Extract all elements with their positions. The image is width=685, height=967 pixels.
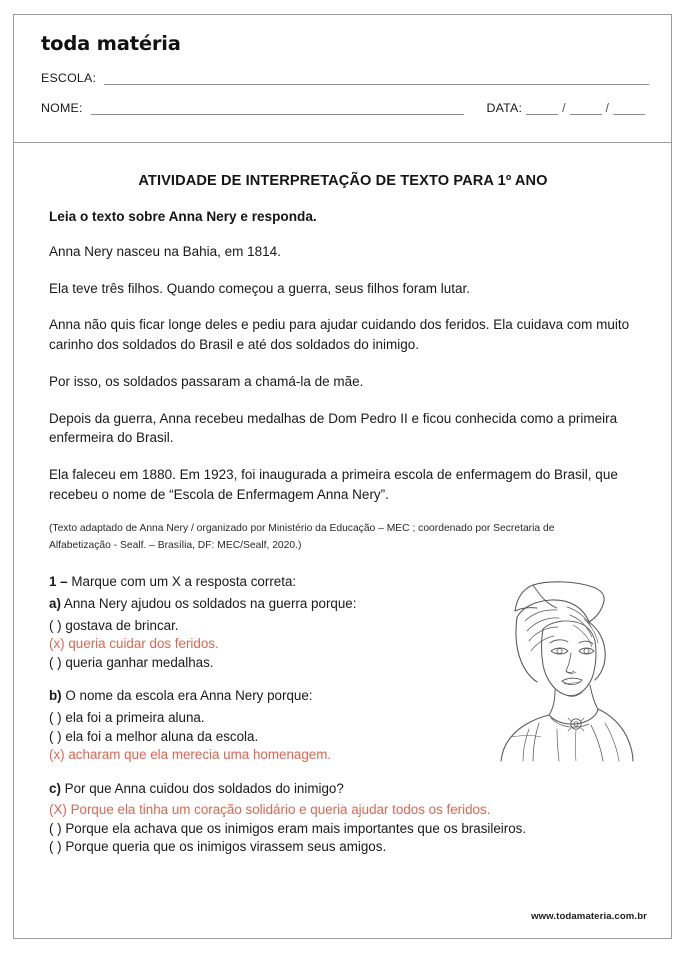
page-title: ATIVIDADE DE INTERPRETAÇÃO DE TEXTO PARA 1º ANO bbox=[138, 173, 548, 189]
option-c-1-text: Porque ela tinha um coração solidário e queria ajudar todos os feridos. bbox=[70, 802, 491, 818]
option-c-1-mark[interactable]: (X) bbox=[49, 802, 67, 818]
brand-logo: toda matéria bbox=[41, 32, 181, 55]
option-a-3[interactable] bbox=[49, 654, 469, 673]
option-a-2[interactable] bbox=[49, 635, 469, 654]
date-field-group bbox=[486, 102, 649, 115]
option-c-2-mark[interactable]: ( ) bbox=[49, 820, 62, 836]
page-frame bbox=[13, 14, 672, 939]
question-c-prompt bbox=[49, 780, 637, 799]
question-b-prompt-text: O nome da escola era Anna Nery porque: bbox=[65, 688, 313, 704]
question-a-prompt-text: Anna Nery ajudou os soldados na guerra porque: bbox=[63, 596, 357, 612]
option-b-1-mark[interactable]: ( ) bbox=[49, 710, 62, 726]
text-paragraph: Anna não quis ficar longe deles e pediu para ajudar cuidando dos feridos. Ela cuidava com muito carinho dos soldados do Brasil e até dos soldados do inimigo. bbox=[49, 317, 630, 353]
option-b-2-mark[interactable]: ( ) bbox=[49, 728, 62, 744]
date-separator-2: / bbox=[605, 100, 609, 115]
question-item-b bbox=[49, 687, 469, 764]
name-label: NOME: bbox=[41, 100, 83, 115]
question-c-letter: c) bbox=[49, 780, 61, 796]
school-input-line[interactable] bbox=[104, 75, 649, 85]
option-b-3-text: acharam que ela merecia uma homenagem. bbox=[68, 747, 332, 763]
school-label: ESCOLA: bbox=[41, 70, 97, 85]
option-b-2[interactable] bbox=[49, 728, 469, 747]
option-b-3-mark[interactable]: (x) bbox=[49, 747, 65, 763]
question-1-instruction bbox=[49, 573, 469, 592]
option-a-3-mark[interactable]: ( ) bbox=[49, 654, 62, 670]
question-item-c bbox=[49, 780, 637, 857]
option-c-3-text: Porque queria que os inimigos virassem seus amigos. bbox=[65, 839, 387, 855]
question-a-letter: a) bbox=[49, 596, 61, 612]
reading-instruction: Leia o texto sobre Anna Nery e responda. bbox=[49, 209, 317, 224]
text-source-citation: (Texto adaptado de Anna Nery / organizado por Ministério da Educação – MEC ; coordenado por Secretaria de Alfabetização - Sealf. – Brasília, DF: MEC/Sealf, 2020.) bbox=[49, 523, 555, 552]
question-a-prompt bbox=[49, 595, 469, 614]
date-separator-1: / bbox=[562, 100, 566, 115]
option-a-3-text: queria ganhar medalhas. bbox=[65, 654, 214, 670]
option-b-1-text: ela foi a primeira aluna. bbox=[65, 710, 205, 726]
text-paragraph: Depois da guerra, Anna recebeu medalhas de Dom Pedro II e ficou conhecida como a primeira enfermeira do Brasil. bbox=[49, 410, 618, 446]
question-item-a bbox=[49, 595, 469, 672]
footer-url: www.todamateria.com.br bbox=[531, 911, 647, 922]
date-month-input[interactable] bbox=[570, 105, 602, 115]
option-c-1[interactable] bbox=[49, 801, 637, 820]
option-a-1[interactable] bbox=[49, 617, 469, 636]
name-input-line[interactable] bbox=[91, 105, 465, 115]
option-b-1[interactable] bbox=[49, 709, 469, 728]
date-day-input[interactable] bbox=[526, 105, 558, 115]
text-paragraph: Por isso, os soldados passaram a chamá-la de mãe. bbox=[49, 373, 364, 389]
school-field-row bbox=[38, 72, 649, 85]
option-c-2[interactable] bbox=[49, 820, 637, 839]
option-a-1-mark[interactable]: ( ) bbox=[49, 617, 62, 633]
worksheet-body bbox=[14, 143, 671, 938]
date-year-input[interactable] bbox=[613, 105, 645, 115]
question-b-letter: b) bbox=[49, 688, 62, 704]
date-label: DATA: bbox=[486, 100, 523, 115]
option-b-3[interactable] bbox=[49, 746, 469, 765]
questions-section bbox=[49, 573, 637, 857]
option-c-3[interactable] bbox=[49, 838, 637, 857]
question-c-prompt-text: Por que Anna cuidou dos soldados do inimigo? bbox=[64, 780, 344, 796]
name-date-field-row bbox=[38, 102, 649, 115]
question-b-prompt bbox=[49, 687, 469, 706]
question-1-text: Marque com um X a resposta correta: bbox=[71, 574, 297, 590]
option-a-1-text: gostava de brincar. bbox=[65, 617, 179, 633]
anna-nery-illustration bbox=[471, 577, 643, 763]
option-c-2-text: Porque ela achava que os inimigos eram mais importantes que os brasileiros. bbox=[65, 820, 527, 836]
option-b-2-text: ela foi a melhor aluna da escola. bbox=[65, 728, 259, 744]
text-paragraph: Ela faleceu em 1880. Em 1923, foi inaugurada a primeira escola de enfermagem do Brasil, que recebeu o nome de “Escola de Enfermagem Anna Nery”. bbox=[49, 466, 618, 502]
option-c-3-mark[interactable]: ( ) bbox=[49, 839, 62, 855]
option-a-2-mark[interactable]: (x) bbox=[49, 636, 65, 652]
option-a-2-text: queria cuidar dos feridos. bbox=[68, 636, 219, 652]
question-1-number: 1 – bbox=[49, 574, 68, 590]
worksheet-header bbox=[14, 15, 671, 143]
text-paragraph: Anna Nery nasceu na Bahia, em 1814. bbox=[49, 244, 281, 259]
text-paragraph: Ela teve três filhos. Quando começou a guerra, seus filhos foram lutar. bbox=[49, 280, 470, 296]
